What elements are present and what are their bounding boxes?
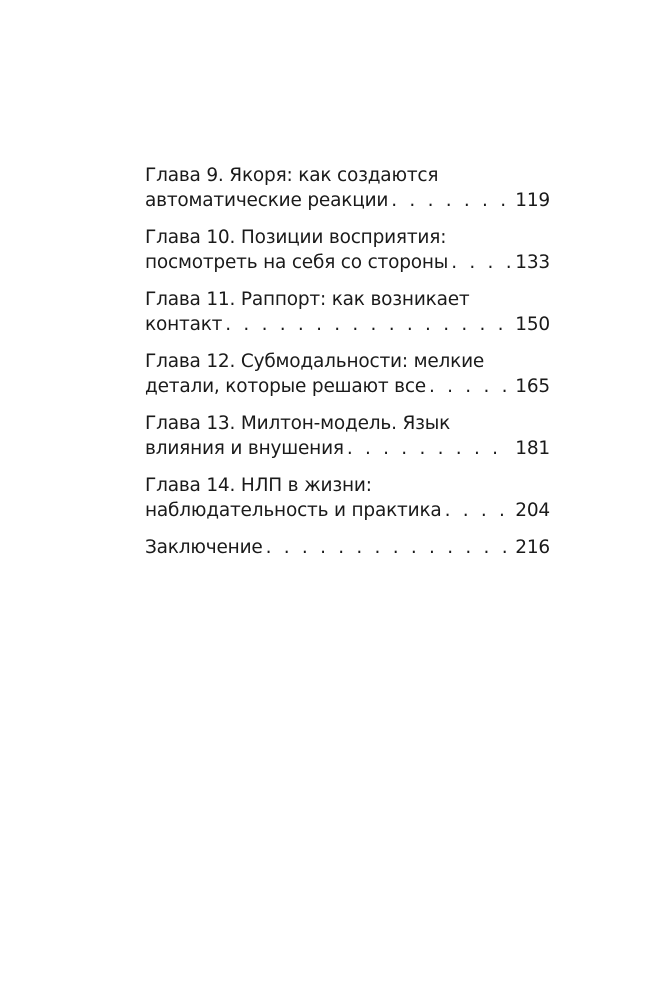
toc-entry-last-line xyxy=(145,188,550,213)
toc-entry-chapter-11 xyxy=(145,287,550,337)
toc-entry-page-number: 150 xyxy=(515,314,550,335)
toc-entry-last-line xyxy=(145,436,550,461)
toc-entry-title-line: детали, которые решают все xyxy=(145,376,426,397)
dot-leader xyxy=(451,250,512,275)
toc-entry-title-line: Глава 12. Субмодальности: мелкие xyxy=(145,351,485,372)
toc-entry-page-number: 181 xyxy=(515,438,550,459)
dot-leader xyxy=(266,535,513,560)
dot-leader xyxy=(445,498,513,523)
dot-leader xyxy=(225,312,512,337)
toc-entry-conclusion xyxy=(145,535,550,560)
toc-entry-title-line: Глава 9. Якоря: как создаются xyxy=(145,165,439,186)
toc-entry-title-line: автоматические реакции xyxy=(145,190,389,211)
toc-entry-title-line: контакт xyxy=(145,314,223,335)
toc-entry-title-line: Глава 13. Милтон-модель. Язык xyxy=(145,413,451,434)
toc-entry-title-line: влияния и внушения xyxy=(145,438,344,459)
toc-entry-last-line xyxy=(145,374,550,399)
toc-entry-page-number: 119 xyxy=(515,190,550,211)
toc-entry-last-line xyxy=(145,312,550,337)
toc-entry-title-line: Глава 10. Позиции восприятия: xyxy=(145,227,447,248)
toc-entry-title-line: Глава 11. Раппорт: как возникает xyxy=(145,289,470,310)
toc-entry-chapter-10 xyxy=(145,225,550,275)
toc-entry-title-line: посмотреть на себя со стороны xyxy=(145,252,449,273)
toc-entry-title-line: Глава 14. НЛП в жизни: xyxy=(145,475,372,496)
table-of-contents xyxy=(145,163,550,572)
toc-entry-page-number: 165 xyxy=(515,376,550,397)
dot-leader xyxy=(391,188,512,213)
toc-entry-title-line: наблюдательность и практика xyxy=(145,500,442,521)
toc-entry-page-number: 204 xyxy=(515,500,550,521)
dot-leader xyxy=(347,436,512,461)
toc-entry-title-line: Заключение xyxy=(145,537,263,558)
toc-entry-chapter-13 xyxy=(145,411,550,461)
toc-entry-chapter-9 xyxy=(145,163,550,213)
toc-entry-page-number: 133 xyxy=(515,252,550,273)
toc-entry-last-line xyxy=(145,535,550,560)
toc-entry-page-number: 216 xyxy=(515,537,550,558)
dot-leader xyxy=(429,374,512,399)
toc-entry-last-line xyxy=(145,250,550,275)
toc-entry-chapter-12 xyxy=(145,349,550,399)
toc-entry-last-line xyxy=(145,498,550,523)
toc-entry-chapter-14 xyxy=(145,473,550,523)
